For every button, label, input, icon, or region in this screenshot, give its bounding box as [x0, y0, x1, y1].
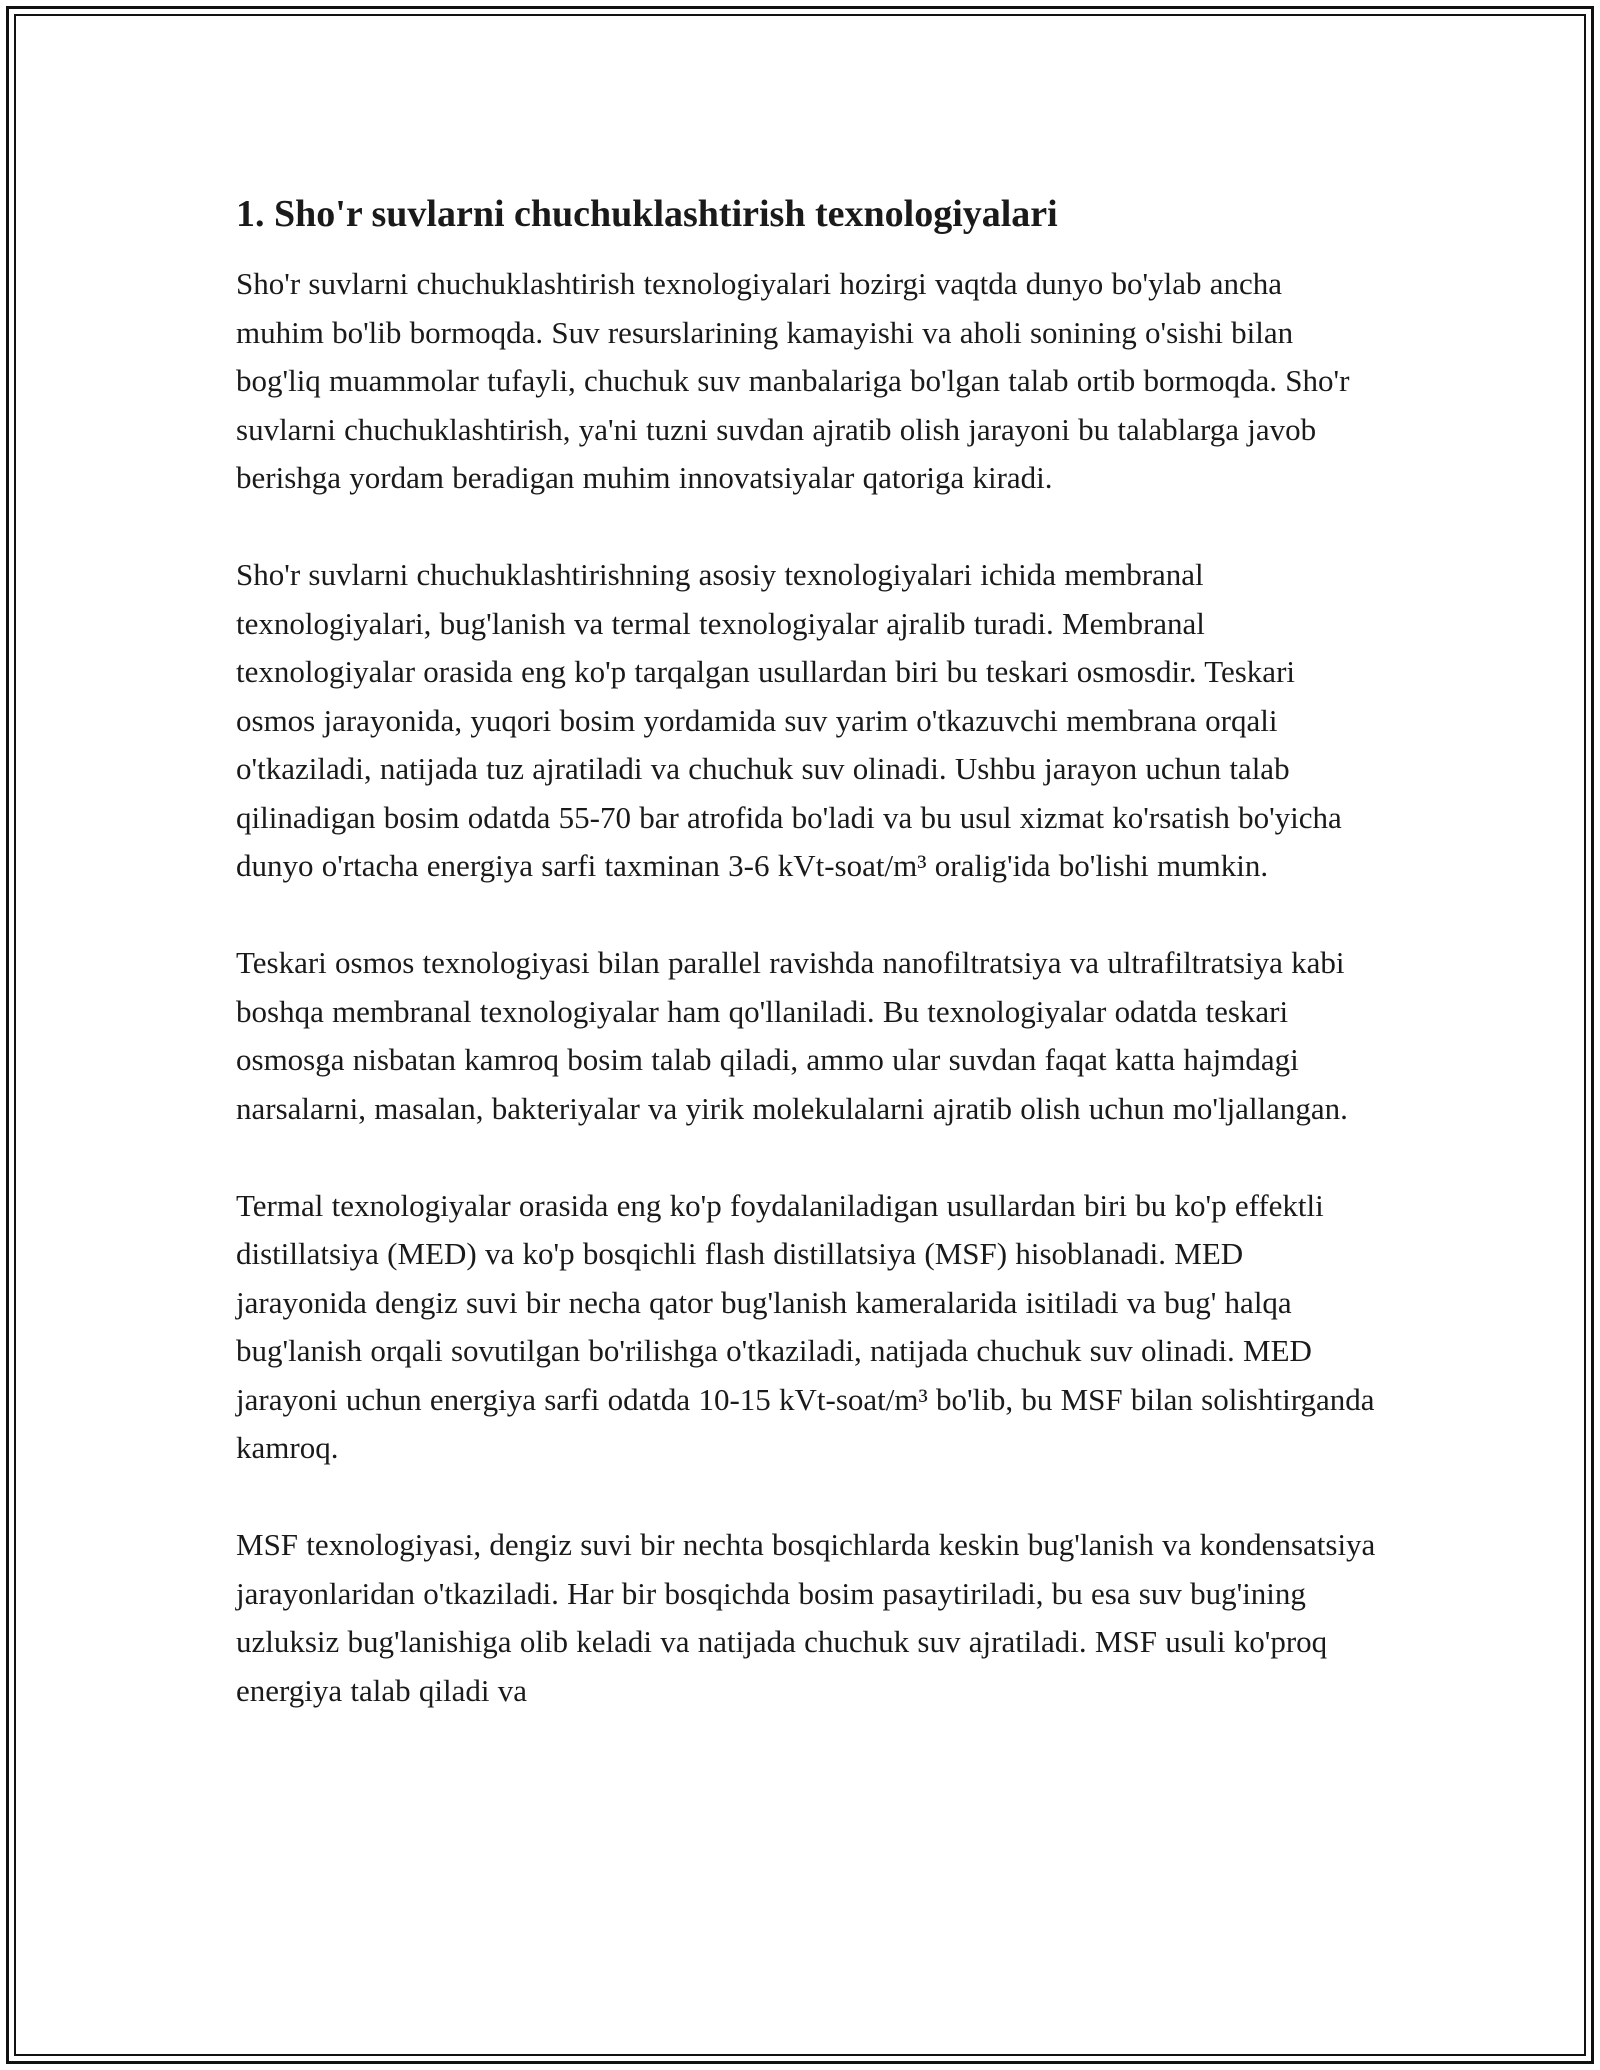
- paragraph-nano-ultrafiltration: Teskari osmos texnologiyasi bilan parallel ravishda nanofiltratsiya va ultrafiltratsiya kabi boshqa membranal texnologiyalar ham qo'llaniladi. Bu texnologiyalar odatda teskari osmosga nisbatan kamroq bosim talab qiladi, ammo ular suvdan faqat katta hajmdagi narsalarni, masalan, bakteriyalar va yirik molekulalarni ajratib olish uchun mo'ljallangan.: [236, 945, 1348, 1126]
- paragraph-membrane-reverse-osmosis: Sho'r suvlarni chuchuklashtirishning asosiy texnologiyalari ichida membranal texnologiyalari, bug'lanish va termal texnologiyalar ajralib turadi. Membranal texnologiyalar orasida eng ko'p tarqalgan usullardan biri bu teskari osmosdir. Teskari osmos jarayonida, yuqori bosim yordamida suv yarim o'tkazuvchi membrana orqali o'tkaziladi, natijada tuz ajratiladi va chuchuk suv olinadi. Ushbu jarayon uchun talab qilinadigan bosim odatda 55-70 bar atrofida bo'ladi va bu usul xizmat ko'rsatish bo'yicha dunyo o'rtacha energiya sarfi taxminan 3-6 kVt-soat/m³ oralig'ida bo'lishi mumkin.: [236, 557, 1342, 883]
- paragraph-thermal-med: Termal texnologiyalar orasida eng ko'p foydalaniladigan usullardan biri bu ko'p effektli distillatsiya (MED) va ko'p bosqichli flash distillatsiya (MSF) hisoblanadi. MED jarayonida dengiz suvi bir necha qator bug'lanish kameralarida isitiladi va bug' halqa bug'lanish orqali sovutilgan bo'rilishga o'tkaziladi, natijada chuchuk suv olinadi. MED jarayoni uchun energiya sarfi odatda 10-15 kVt-soat/m³ bo'lib, bu MSF bilan solishtirganda kamroq.: [236, 1187, 1375, 1465]
- section-heading: 1. Sho'r suvlarni chuchuklashtirish texnologiyalari: [236, 193, 1058, 235]
- document-body: [236, 188, 1376, 1764]
- paragraph-msf: MSF texnologiyasi, dengiz suvi bir nechta bosqichlarda keskin bug'lanish va kondensatsiya jarayonlaridan o'tkaziladi. Har bir bosqichda bosim pasaytiriladi, bu esa suv bug'ining uzluksiz bug'lanishiga olib keladi va natijada chuchuk suv ajratiladi. MSF usuli ko'proq energiya talab qiladi va: [236, 1527, 1376, 1708]
- paragraph-intro: Sho'r suvlarni chuchuklashtirish texnologiyalari hozirgi vaqtda dunyo bo'ylab ancha muhim bo'lib bormoqda. Suv resurslarining kamayishi va aholi sonining o'sishi bilan bog'liq muammolar tufayli, chuchuk suv manbalariga bo'lgan talab ortib bormoqda. Sho'r suvlarni chuchuklashtirish, ya'ni tuzni suvdan ajratib olish jarayoni bu talablarga javob berishga yordam beradigan muhim innovatsiyalar qatoriga kiradi.: [236, 266, 1350, 495]
